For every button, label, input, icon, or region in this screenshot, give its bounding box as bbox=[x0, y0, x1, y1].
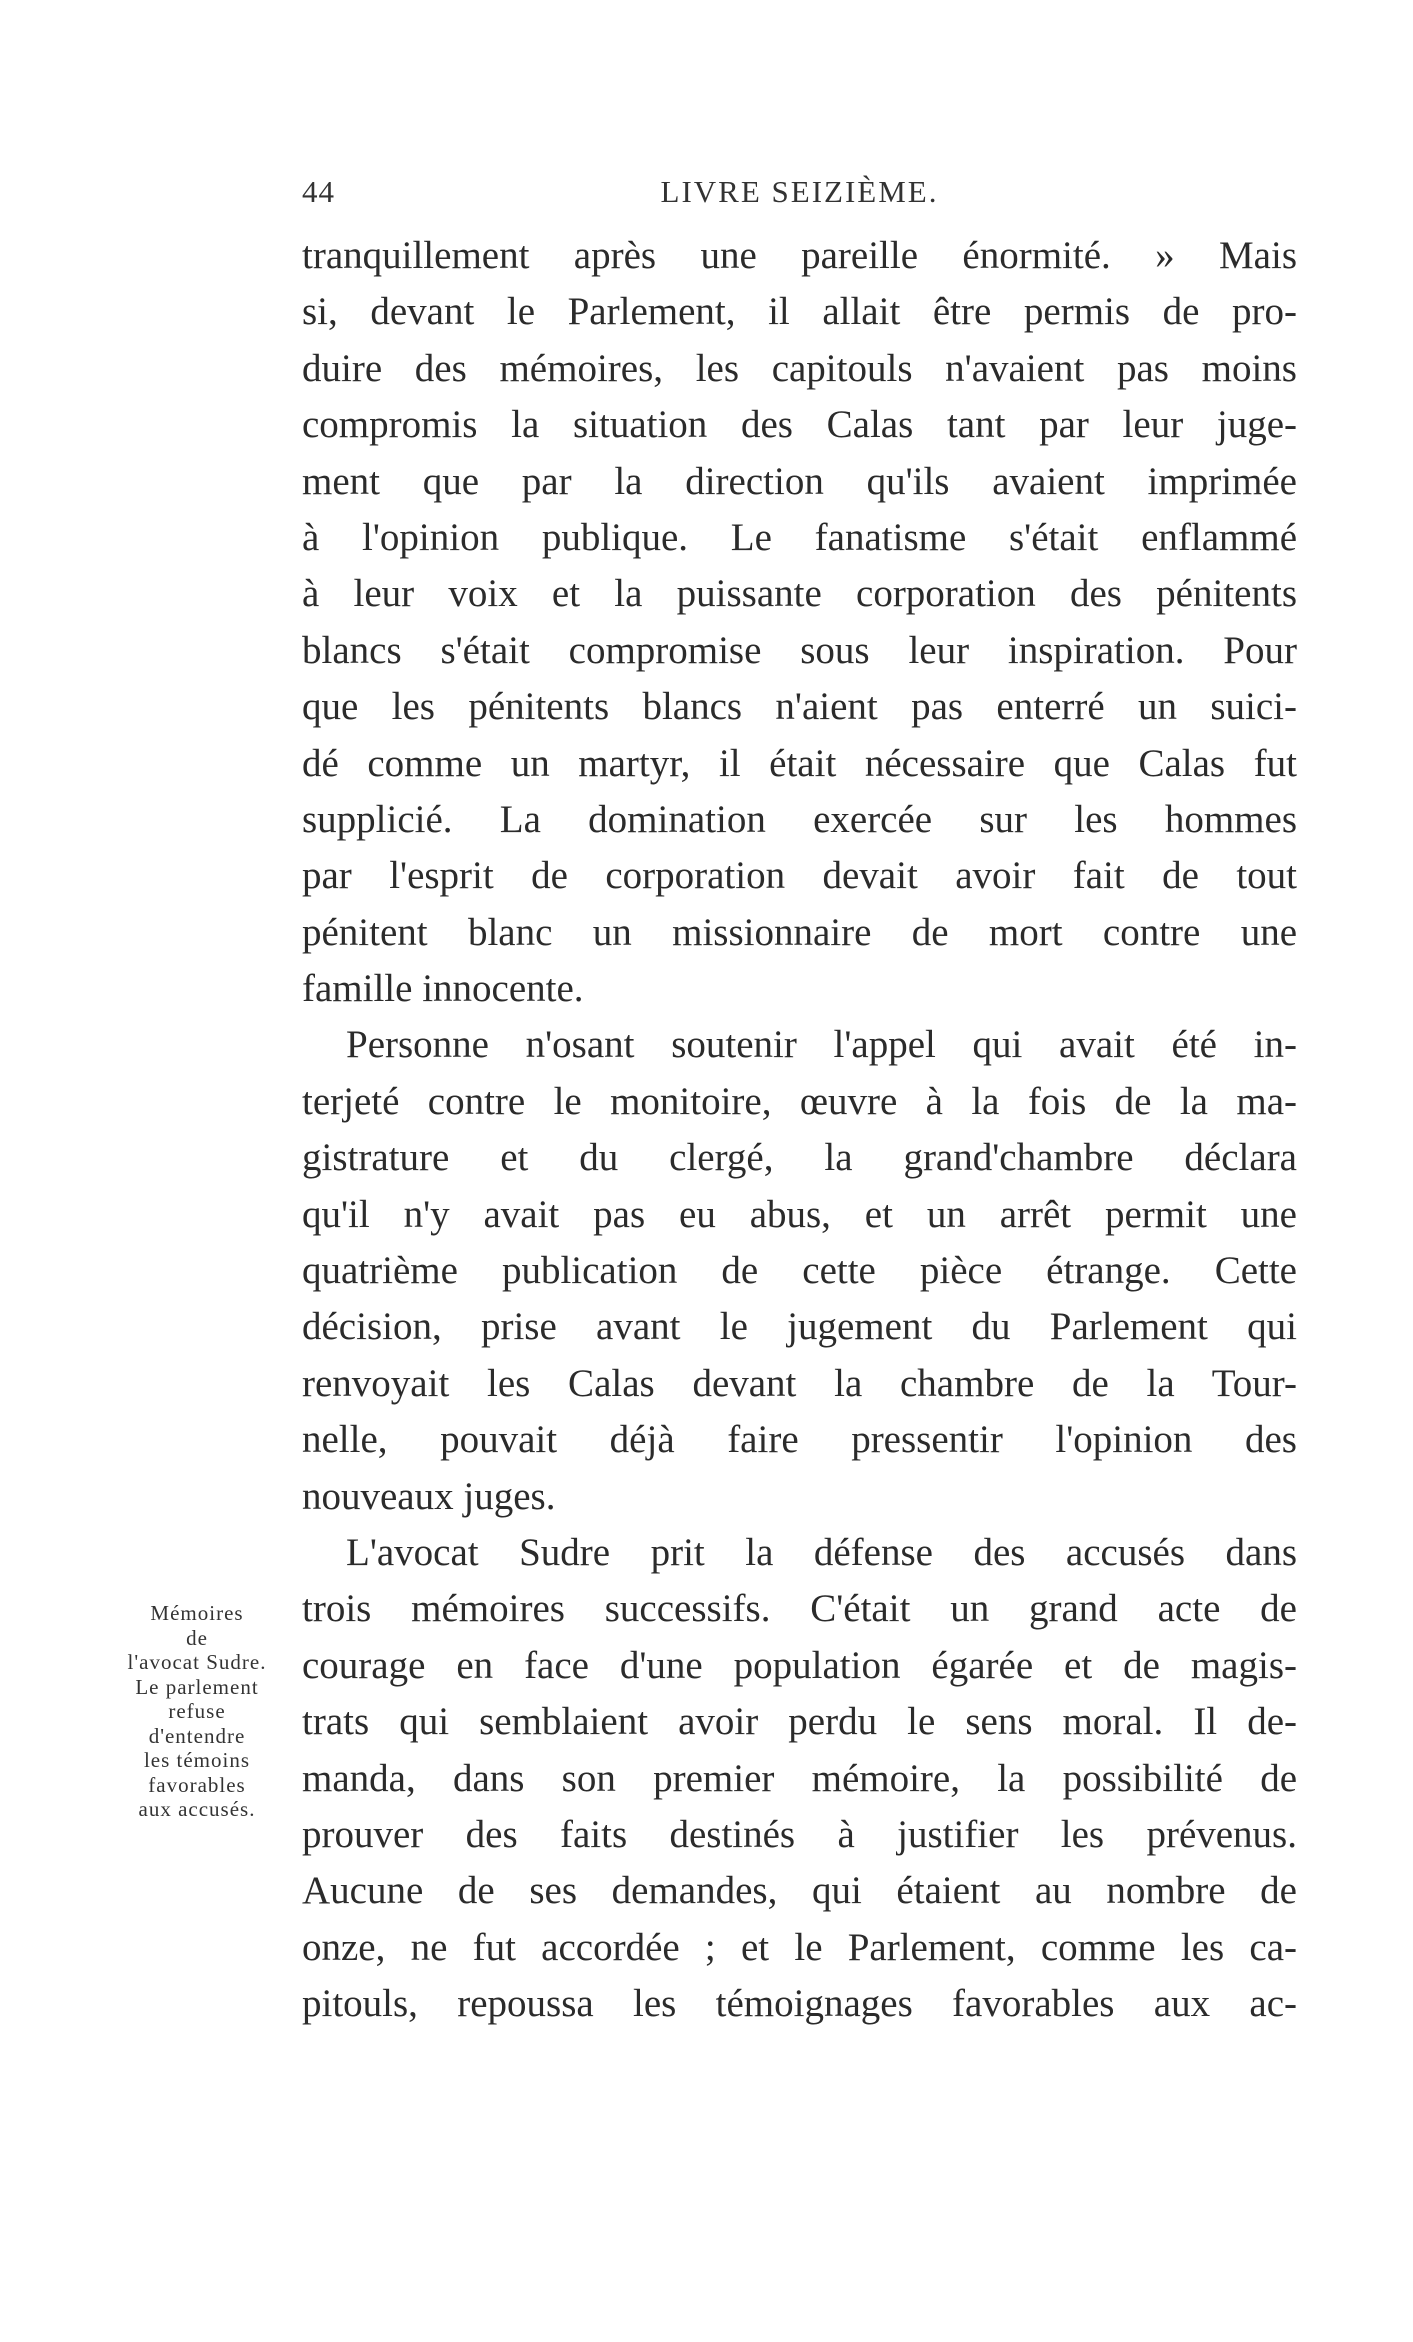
text-line: renvoyait les Calas devant la chambre de la Tour- bbox=[302, 1361, 1297, 1405]
text-line: compromis la situation des Calas tant par leur juge- bbox=[302, 403, 1297, 447]
text-line: courage en face d'une population égarée et de magis- bbox=[302, 1643, 1297, 1687]
text-line: par l'esprit de corporation devait avoir fait de tout bbox=[302, 854, 1297, 898]
text-line: pénitent blanc un missionnaire de mort contre une bbox=[302, 910, 1297, 954]
text-line: manda, dans son premier mémoire, la possibilité de bbox=[302, 1756, 1297, 1800]
margin-note-line: l'avocat Sudre. bbox=[127, 1650, 267, 1674]
text-line: si, devant le Parlement, il allait être permis de pro- bbox=[302, 290, 1297, 334]
margin-note-line: d'entendre bbox=[148, 1723, 246, 1748]
margin-note-line: aux accusés. bbox=[138, 1797, 256, 1821]
margin-note-line: de bbox=[186, 1625, 208, 1650]
text-line: Aucune de ses demandes, qui étaient au nombre de bbox=[302, 1869, 1297, 1913]
text-line: que les pénitents blancs n'aient pas enterré un suici- bbox=[302, 685, 1297, 729]
text-line: supplicié. La domination exercée sur les hommes bbox=[302, 797, 1297, 841]
body-text bbox=[302, 228, 1297, 2033]
text-line: duire des mémoires, les capitouls n'avaient pas moins bbox=[302, 346, 1297, 390]
margin-note bbox=[112, 1601, 282, 1822]
text-line: gistrature et du clergé, la grand'chambre déclara bbox=[302, 1136, 1297, 1180]
text-line: quatrième publication de cette pièce étrange. Cette bbox=[302, 1249, 1297, 1293]
margin-note-line: favorables bbox=[148, 1772, 246, 1797]
text-line: L'avocat Sudre prit la défense des accusés dans bbox=[346, 1530, 1297, 1574]
text-line: trois mémoires successifs. C'était un grand acte de bbox=[302, 1587, 1297, 1631]
text-line: nouveaux juges. bbox=[302, 1474, 556, 1518]
margin-note-line: refuse bbox=[168, 1699, 226, 1723]
text-line: à l'opinion publique. Le fanatisme s'était enflammé bbox=[302, 515, 1297, 559]
text-line: Personne n'osant soutenir l'appel qui avait été in- bbox=[346, 1023, 1297, 1067]
text-line: prouver des faits destinés à justifier les prévenus. bbox=[302, 1812, 1297, 1856]
text-line: onze, ne fut accordée ; et le Parlement, comme les ca- bbox=[302, 1925, 1297, 1969]
text-line: qu'il n'y avait pas eu abus, et un arrêt permit une bbox=[302, 1192, 1297, 1236]
margin-note-line: Mémoires bbox=[150, 1601, 244, 1625]
text-line: nelle, pouvait déjà faire pressentir l'opinion des bbox=[302, 1418, 1297, 1462]
text-line: ment que par la direction qu'ils avaient imprimée bbox=[302, 459, 1297, 503]
text-line: décision, prise avant le jugement du Parlement qui bbox=[302, 1305, 1297, 1349]
running-title: LIVRE SEIZIÈME. bbox=[660, 174, 939, 209]
text-line: dé comme un martyr, il était nécessaire que Calas fut bbox=[302, 741, 1297, 785]
text-line: pitouls, repoussa les témoignages favorables aux ac- bbox=[302, 1982, 1297, 2026]
text-line: à leur voix et la puissante corporation des pénitents bbox=[302, 572, 1297, 616]
page-number: 44 bbox=[302, 174, 335, 209]
margin-note-line: les témoins bbox=[143, 1748, 251, 1772]
text-line: tranquillement après une pareille énormité. » Mais bbox=[302, 234, 1297, 277]
running-head bbox=[302, 174, 1297, 214]
text-line: trats qui semblaient avoir perdu le sens moral. Il de- bbox=[302, 1700, 1297, 1744]
text-line: terjeté contre le monitoire, œuvre à la fois de la ma- bbox=[302, 1079, 1297, 1123]
text-line: blancs s'était compromise sous leur inspiration. Pour bbox=[302, 628, 1297, 672]
margin-note-line: Le parlement bbox=[135, 1674, 259, 1699]
text-line: famille innocente. bbox=[302, 967, 584, 1011]
